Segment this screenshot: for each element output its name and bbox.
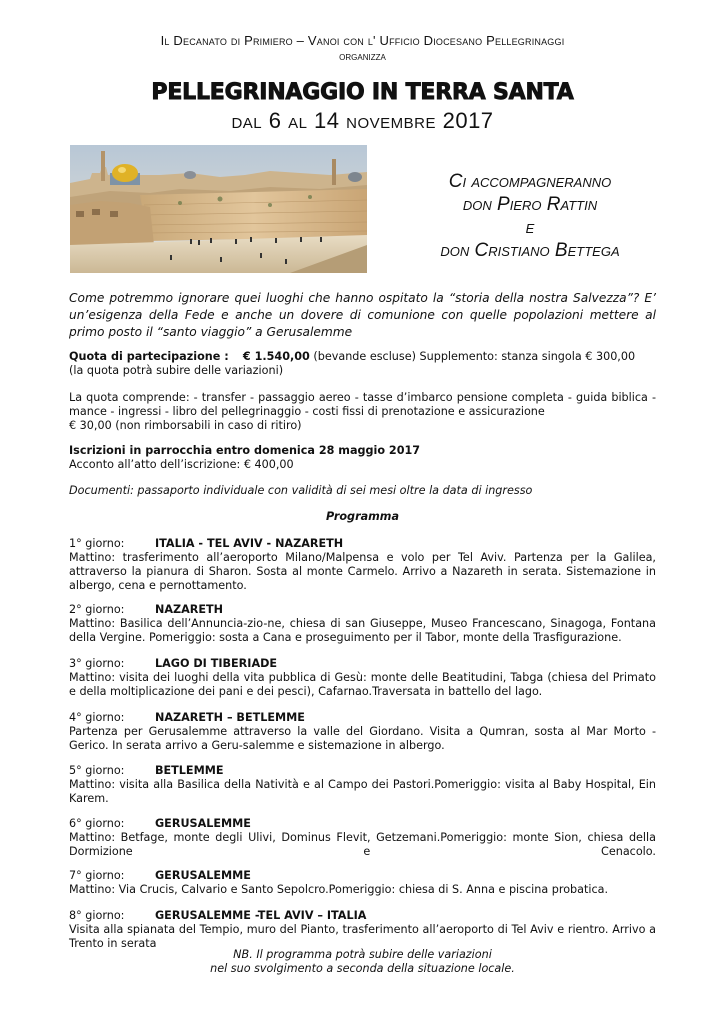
price-section xyxy=(69,350,656,378)
day-description: Mattino: Betfage, monte degli Ulivi, Dominus Flevit, Getzemani.Pomeriggio: monte Sion, chiesa della Dormizione e Cenacolo. xyxy=(69,831,656,858)
program-day-8 xyxy=(69,909,656,951)
includes-text: La quota comprende: - transfer - passaggio aereo - tasse d’imbarco pensione completa - guida biblica - mance - ingressi - libro del pellegrinaggio - costi fissi di prenotazione e assicurazione xyxy=(69,391,656,418)
day-header xyxy=(69,537,656,551)
day-header xyxy=(69,909,656,923)
day-description: Mattino: visita dei luoghi della vita pubblica di Gesù: monte delle Beatitudini, Tabga (chiesa del Primato e della moltiplicazione dei pani e dei pesci), Cafarnao.Traversata in battello del lago. xyxy=(69,671,656,698)
page-title: PELLEGRINAGGIO IN TERRA SANTA xyxy=(151,80,574,105)
day-title: LAGO DI TIBERIADE xyxy=(155,657,278,670)
day-number: 5° giorno: xyxy=(69,764,125,777)
program-day-1 xyxy=(69,537,656,593)
documents-note: Documenti: passaporto individuale con validità di sei mesi oltre la data di ingresso xyxy=(69,484,533,497)
day-title: NAZARETH xyxy=(155,603,224,616)
organizer-subline: organizza xyxy=(339,49,386,63)
day-description: Mattino: Basilica dell’Annuncia-zio-ne, chiesa di san Giuseppe, Museo Francescano, Sinagoga, Fontana della Vergine. Pomeriggio: sosta a Cana e proseguimento per il Tabor, monte della Trasfigurazione. xyxy=(69,617,656,644)
day-description: Mattino: Via Crucis, Calvario e Santo Sepolcro.Pomeriggio: chiesa di S. Anna e piscina probatica. xyxy=(69,883,609,896)
jerusalem-photo xyxy=(70,145,367,273)
program-day-6 xyxy=(69,817,656,859)
day-header xyxy=(69,657,656,671)
day-title: NAZARETH – BETLEMME xyxy=(155,711,305,724)
day-title: GERUSALEMME -TEL AVIV – ITALIA xyxy=(155,909,367,922)
day-title: GERUSALEMME xyxy=(155,817,251,830)
price-label: Quota di partecipazione : xyxy=(69,350,229,363)
registration-deposit: Acconto all’atto dell’iscrizione: € 400,00 xyxy=(69,458,294,471)
companion-1: don Piero Rattin xyxy=(462,194,598,215)
program-day-7 xyxy=(69,869,656,897)
day-number: 8° giorno: xyxy=(69,909,125,922)
includes-section xyxy=(69,391,656,433)
companion-2: don Cristiano Bettega xyxy=(440,240,620,261)
day-number: 3° giorno: xyxy=(69,657,125,670)
trip-dates: dal 6 al 14 novembre 2017 xyxy=(231,108,494,133)
day-header xyxy=(69,817,656,831)
program-day-4 xyxy=(69,711,656,753)
footer-note xyxy=(69,948,656,976)
registration-section xyxy=(69,444,656,472)
day-description: Partenza per Gerusalemme attraverso la valle del Giordano. Visita a Qumran, sosta al Mar Morto - Gerico. In serata arrivo a Geru-salemme e sistemazione in albergo. xyxy=(69,725,656,752)
program-day-5 xyxy=(69,764,656,806)
registration-title: Iscrizioni in parrocchia entro domenica 28 maggio 2017 xyxy=(69,444,421,457)
program-day-3 xyxy=(69,657,656,699)
withdrawal-fee: € 30,00 (non rimborsabili in caso di ritiro) xyxy=(69,419,302,432)
day-description: Mattino: trasferimento all’aeroporto Milano/Malpensa e volo per Tel Aviv. Partenza per la Galilea, attraverso la pianura di Sharon. Sosta al monte Carmelo. Arrivo a Nazareth in serata. Sistemazione in albergo, cena e pernottamento. xyxy=(69,551,656,592)
day-description: Visita alla spianata del Tempio, muro del Pianto, trasferimento all’aeroporto di Tel Aviv e rientro. Arrivo a Trento in serata xyxy=(69,923,656,950)
day-header xyxy=(69,869,656,883)
day-title: ITALIA - TEL AVIV - NAZARETH xyxy=(155,537,344,550)
price-line xyxy=(69,350,656,364)
day-title: BETLEMME xyxy=(155,764,224,777)
day-number: 7° giorno: xyxy=(69,869,125,882)
price-details: (bevande escluse) Supplemento: stanza singola € 300,00 xyxy=(313,350,636,363)
day-number: 2° giorno: xyxy=(69,603,125,616)
footer-note-line-1: NB. Il programma potrà subire delle variazioni xyxy=(233,948,492,961)
day-number: 1° giorno: xyxy=(69,537,125,550)
day-number: 4° giorno: xyxy=(69,711,125,724)
intro-paragraph: Come potremmo ignorare quei luoghi che hanno ospitato la “storia della nostra Salvezza”? E’ un’esigenza della Fede e anche un dovere di comunione con quelle popolazioni mettere al primo posto il “santo viaggio” a Gerusalemme xyxy=(69,291,656,339)
program-day-2 xyxy=(69,603,656,645)
footer-note-line-2: nel suo svolgimento a seconda della situazione locale. xyxy=(210,962,515,975)
day-header xyxy=(69,764,656,778)
companions-conjunction: e xyxy=(525,217,535,238)
program-title: Programma xyxy=(326,510,399,523)
price-value: € 1.540,00 xyxy=(242,350,310,363)
day-header xyxy=(69,711,656,725)
day-title: GERUSALEMME xyxy=(155,869,251,882)
companions-heading: Ci accompagneranno xyxy=(448,171,612,192)
price-note: (la quota potrà subire delle variazioni) xyxy=(69,364,284,377)
day-header xyxy=(69,603,656,617)
organizer-line: Il Decanato di Primiero – Vanoi con l' Ufficio Diocesano Pellegrinaggi xyxy=(160,33,565,48)
day-description: Mattino: visita alla Basilica della Natività e al Campo dei Pastori.Pomeriggio: visita al Baby Hospital, Ein Karem. xyxy=(69,778,656,805)
companions-block xyxy=(380,170,680,262)
day-number: 6° giorno: xyxy=(69,817,125,830)
